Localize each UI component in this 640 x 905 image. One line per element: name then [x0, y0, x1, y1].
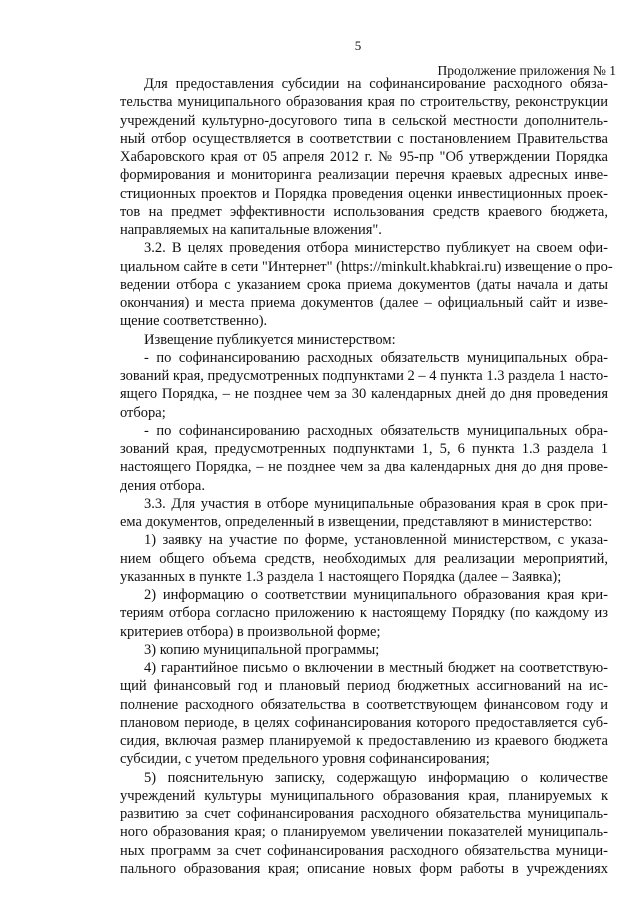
text-line: зований края, предусмотренных подпунктами 1, 5, 6 пункта 1.3 раздела 1 — [120, 441, 608, 457]
text-line: зований края, предусмотренных подпунктами 2 – 4 пункта 1.3 раздела 1 насто- — [120, 368, 609, 384]
text-line: ных программ за счет софинансирования расходного обязательства муници- — [120, 842, 608, 859]
text-line: ема документов, определенный в извещении, представляют в министерство: — [120, 514, 593, 530]
text-line: настоящего Порядка, – не позднее чем за два календарных дня до дня прове- — [120, 459, 608, 476]
text-line: тельства муниципального образования края по строительству, реконструкции — [120, 94, 608, 111]
text-line: субсидии, с учетом предельного уровня софинансирования; — [120, 751, 490, 768]
text-line: 3.2. В целях проведения отбора министерство публикует на своем офи- — [144, 240, 608, 257]
text-line: стиционных проектов и Порядка проведения оценки инвестиционных проек- — [120, 185, 608, 202]
text-line: ящего Порядка, – не позднее чем за 30 календарных дней до дня проведения — [120, 386, 608, 403]
text-line: критериев отбора) в произвольной форме; — [120, 623, 381, 640]
text-line: сидия, включая размер планируемой к предоставлению из краевого бюджета — [120, 733, 608, 749]
text-line: - по софинансированию расходных обязательств муниципальных обра- — [144, 422, 608, 439]
text-line: Извещение публикуется министерством: — [144, 331, 396, 348]
text-line: 3.3. Для участия в отборе муниципальные образования края в срок при- — [144, 495, 608, 512]
text-line: учреждений культурно-досугового типа в сельской местности дополнитель- — [120, 112, 608, 129]
text-line: полнение расходного обязательства в соответствующем финансовом году и — [120, 696, 608, 713]
text-line: Для предоставления субсидии на софинансирование расходного обяза- — [144, 76, 608, 92]
text-line: ного образования края; о планируемом увеличении показателей муниципаль- — [120, 824, 608, 841]
text-line: нием общего объема средств, необходимых для реализации мероприятий, — [120, 550, 608, 567]
text-line: ведении отбора с указанием срока приема документов (даты начала и даты — [120, 276, 608, 293]
text-line: плановом периоде, в целях софинансирования которого предоставляется суб- — [120, 714, 608, 731]
text-line: циальном сайте в сети "Интернет" (https://minkult.khabkrai.ru) извещение о про- — [120, 258, 613, 275]
text-line: щение соответственно). — [120, 313, 268, 330]
appendix-continuation-note: Продолжение приложения № 1 — [437, 63, 616, 78]
page-number: 5 — [354, 38, 362, 53]
text-line: указанных в пункте 1.3 раздела 1 настоящего Порядка (далее – Заявка); — [120, 568, 562, 585]
text-line: формирования и мониторинга реализации перечня краевых адресных инве- — [120, 167, 608, 184]
text-line: тов на предмет эффективности использования средств краевого бюджета, — [120, 203, 608, 220]
text-line: Хабаровского края от 05 апреля 2012 г. № 95-пр "Об утверждении Порядка — [120, 149, 608, 165]
text-line: 1) заявку на участие по форме, установленной министерством, с указа- — [144, 532, 608, 549]
text-line: териям отбора согласно приложению к настоящему Порядку (по каждому из — [120, 605, 608, 622]
text-line: 3) копию муниципальной программы; — [144, 641, 380, 658]
text-line: 4) гарантийное письмо о включении в местный бюджет на соответствую- — [144, 660, 608, 676]
text-line: - по софинансированию расходных обязательств муниципальных обра- — [144, 349, 608, 366]
text-line: учреждений культуры муниципального образования края, планируемых к — [120, 787, 608, 804]
text-line: дения отбора. — [120, 477, 205, 494]
text-line: 5) пояснительную записку, содержащую информацию о количестве — [144, 769, 608, 786]
text-line: окончания) и места приема документов (далее – официальный сайт и изве- — [120, 295, 608, 311]
text-line: пального образования края; описание новых форм работы в учреждениях — [120, 860, 608, 877]
text-line: ный отбор осуществляется в соответствии с постановлением Правительства — [120, 130, 608, 147]
text-line: отбора; — [120, 404, 166, 421]
text-line: щий финансовый год и плановый период бюджетных ассигнований на ис- — [120, 678, 608, 695]
text-line: 2) информацию о соответствии муниципального образования края кри- — [144, 587, 608, 603]
text-line: направляемых на капитальные вложения". — [120, 222, 382, 238]
text-line: развитию за счет софинансирования расходного обязательства муниципаль- — [120, 806, 608, 822]
